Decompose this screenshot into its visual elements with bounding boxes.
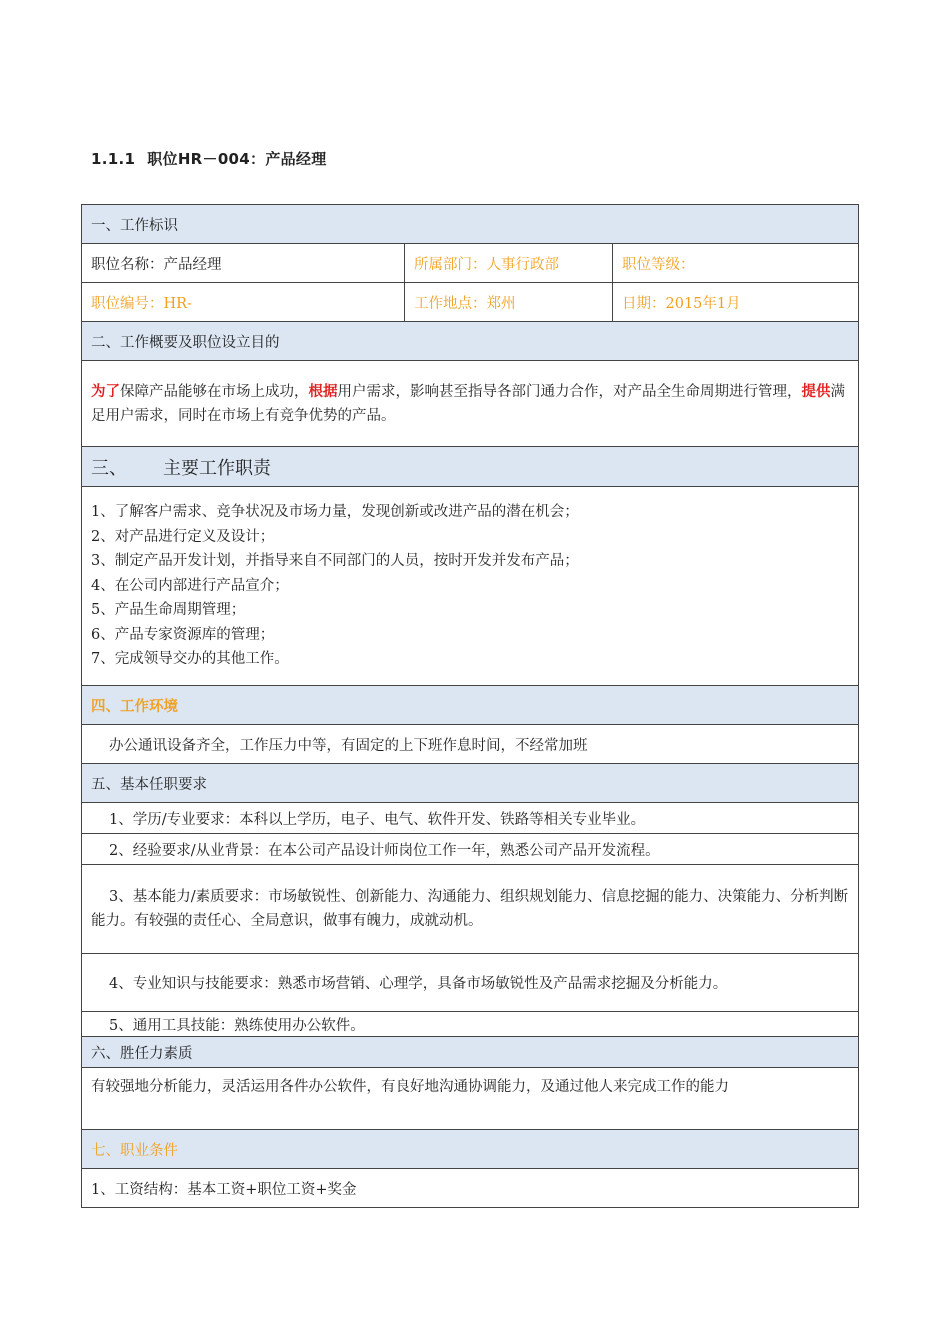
- keyword-tigong: 提供: [801, 382, 831, 400]
- requirement-experience: 2、经验要求/从业背景：在本公司产品设计师岗位工作一年，熟悉公司产品开发流程。: [82, 834, 859, 865]
- job-grade-field: 职位等级：: [613, 244, 859, 283]
- requirement-abilities: 3、基本能力/素质要求：市场敏锐性、创新能力、沟通能力、组织规划能力、信息挖掘的能力、决策能力、分析判断能力。有较强的责任心、全局意识，做事有魄力，成就动机。: [82, 865, 859, 954]
- requirement-knowledge: 4、专业知识与技能要求：熟悉市场营销、心理学，具备市场敏锐性及产品需求挖掘及分析能力。: [82, 954, 859, 1012]
- duties-number: 三、: [91, 457, 127, 479]
- requirement-tools: 5、通用工具技能：熟练使用办公软件。: [82, 1012, 859, 1037]
- summary-text-1: 保障产品能够在市场上成功，: [120, 383, 309, 400]
- work-location-field: 工作地点：郑州: [405, 283, 613, 322]
- section-summary-title: 二、工作概要及职位设立目的: [82, 322, 859, 361]
- duties-list: [82, 487, 859, 686]
- section-heading: [91, 148, 327, 169]
- heading-title: 职位HR－004：产品经理: [147, 150, 327, 168]
- duty-item: 6、产品专家资源库的管理；: [91, 626, 275, 643]
- job-description-table: [81, 204, 859, 1208]
- salary-structure-text: 1、工资结构：基本工资+职位工资+奖金: [82, 1169, 859, 1208]
- summary-text-3: 满足用户需求，同时在市场上有竞争优势的产品。: [91, 383, 845, 424]
- section-requirements-title: 五、基本任职要求: [82, 764, 859, 803]
- summary-paragraph: [82, 361, 859, 447]
- section-conditions-title: 七、职业条件: [82, 1130, 859, 1169]
- section-duties-title: [82, 447, 859, 487]
- competency-text: 有较强地分析能力，灵活运用各件办公软件，有良好地沟通协调能力，及通过他人来完成工作的能力: [82, 1068, 859, 1130]
- section-competency-title: 六、胜任力素质: [82, 1037, 859, 1068]
- department-field: 所属部门：人事行政部: [405, 244, 613, 283]
- duty-item: 7、完成领导交办的其他工作。: [91, 651, 289, 668]
- job-code-field: 职位编号：HR-: [82, 283, 405, 322]
- section-environment-title: 四、工作环境: [82, 686, 859, 725]
- duties-title: 主要工作职责: [163, 457, 271, 479]
- duty-item: 5、产品生命周期管理；: [91, 602, 246, 619]
- keyword-genju: 根据: [308, 382, 338, 400]
- duty-item: 4、在公司内部进行产品宣介；: [91, 577, 289, 594]
- job-name-field: 职位名称：产品经理: [82, 244, 405, 283]
- requirement-education: 1、学历/专业要求：本科以上学历，电子、电气、软件开发、铁路等相关专业毕业。: [82, 803, 859, 834]
- duty-item: 2、对产品进行定义及设计；: [91, 528, 275, 545]
- duty-item: 1、了解客户需求、竞争状况及市场力量，发现创新或改进产品的潜在机会；: [91, 504, 579, 521]
- duty-item: 3、制定产品开发计划，并指导来自不同部门的人员，按时开发并发布产品；: [91, 553, 579, 570]
- environment-text: 办公通讯设备齐全，工作压力中等，有固定的上下班作息时间，不经常加班: [82, 725, 859, 764]
- keyword-weile: 为了: [91, 382, 120, 400]
- section-work-identification-title: 一、工作标识: [82, 205, 859, 244]
- date-field: 日期：2015年1月: [613, 283, 859, 322]
- heading-number: 1.1.1: [91, 150, 136, 168]
- summary-text-2: 用户需求，影响甚至指导各部门通力合作，对产品全生命周期进行管理，: [337, 383, 802, 400]
